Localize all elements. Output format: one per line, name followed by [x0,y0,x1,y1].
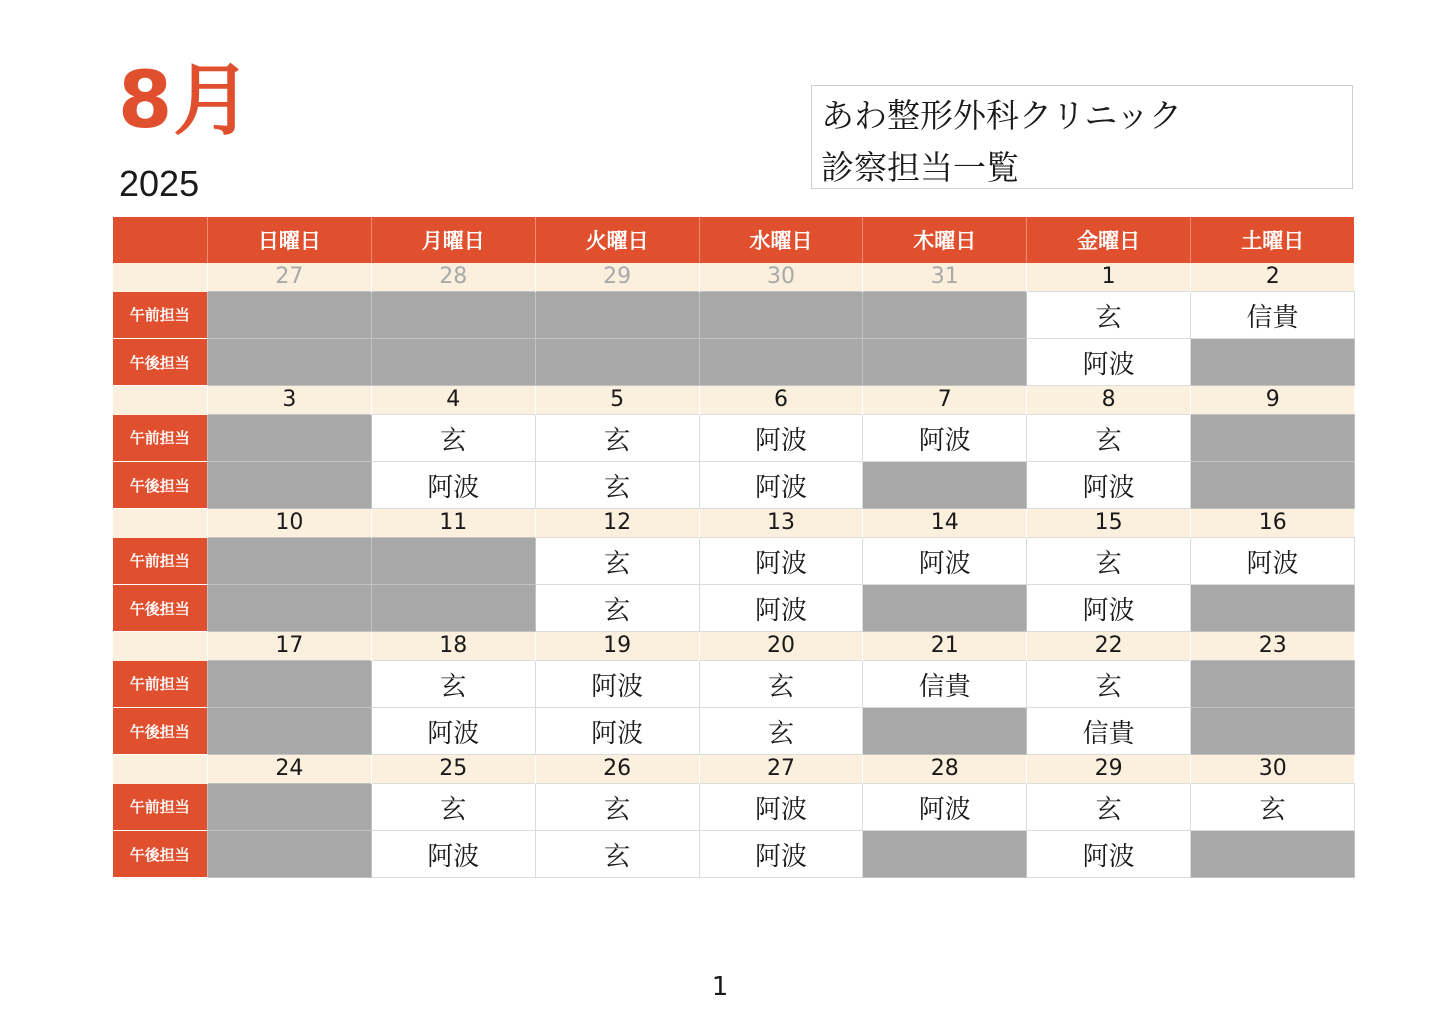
date-cell: 10 [208,509,372,538]
doctor-cell: 阿波 [699,415,863,462]
schedule-subtitle: 診察担当一覧 [821,148,1019,187]
closed-cell [371,339,535,386]
afternoon-row [113,339,1355,386]
closed-cell [863,462,1027,509]
doctor-cell: 阿波 [1027,831,1191,878]
weekday-header-row [113,217,1355,263]
closed-cell [863,708,1027,755]
date-cell: 20 [699,632,863,661]
morning-label: 午前担当 [113,538,208,585]
date-cell: 31 [863,263,1027,292]
weekday-tuesday: 火曜日 [535,217,699,263]
date-cell: 22 [1027,632,1191,661]
page-number: 1 [711,972,729,1002]
morning-label: 午前担当 [113,415,208,462]
date-row [113,755,1355,784]
closed-cell [208,831,372,878]
date-row [113,386,1355,415]
doctor-cell: 阿波 [863,784,1027,831]
date-cell: 5 [535,386,699,415]
closed-cell [699,292,863,339]
closed-cell [1191,831,1355,878]
afternoon-label: 午後担当 [113,462,208,509]
closed-cell [371,292,535,339]
closed-cell [208,462,372,509]
afternoon-label: 午後担当 [113,831,208,878]
date-row [113,509,1355,538]
morning-row [113,538,1355,585]
date-cell: 27 [699,755,863,784]
closed-cell [863,585,1027,632]
date-cell: 4 [371,386,535,415]
doctor-cell: 玄 [1191,784,1355,831]
date-cell: 18 [371,632,535,661]
doctor-cell: 阿波 [535,708,699,755]
afternoon-row [113,585,1355,632]
date-cell: 3 [208,386,372,415]
date-cell: 13 [699,509,863,538]
clinic-info-box [811,85,1353,189]
date-cell: 1 [1027,263,1191,292]
doctor-cell: 玄 [1027,661,1191,708]
date-cell: 8 [1027,386,1191,415]
date-cell: 15 [1027,509,1191,538]
doctor-cell: 阿波 [863,415,1027,462]
date-cell: 30 [1191,755,1355,784]
date-cell: 24 [208,755,372,784]
date-row-label [113,263,208,292]
closed-cell [208,661,372,708]
date-cell: 26 [535,755,699,784]
doctor-cell: 信貴 [1027,708,1191,755]
date-cell: 28 [863,755,1027,784]
weekday-friday: 金曜日 [1027,217,1191,263]
weekday-wednesday: 水曜日 [699,217,863,263]
closed-cell [208,708,372,755]
date-row [113,632,1355,661]
doctor-cell: 玄 [535,784,699,831]
doctor-cell: 阿波 [1027,585,1191,632]
closed-cell [1191,339,1355,386]
doctor-cell: 阿波 [1027,462,1191,509]
closed-cell [1191,462,1355,509]
doctor-cell: 玄 [371,784,535,831]
closed-cell [208,538,372,585]
header-corner [113,217,208,263]
doctor-cell: 玄 [1027,784,1191,831]
date-row-label [113,509,208,538]
morning-label: 午前担当 [113,784,208,831]
doctor-cell: 阿波 [699,784,863,831]
doctor-cell: 玄 [1027,538,1191,585]
date-cell: 23 [1191,632,1355,661]
closed-cell [208,292,372,339]
doctor-cell: 玄 [535,462,699,509]
doctor-cell: 玄 [371,661,535,708]
doctor-cell: 阿波 [699,462,863,509]
date-cell: 29 [1027,755,1191,784]
doctor-cell: 阿波 [371,708,535,755]
date-row [113,263,1355,292]
date-cell: 19 [535,632,699,661]
date-cell: 7 [863,386,1027,415]
date-cell: 14 [863,509,1027,538]
closed-cell [1191,708,1355,755]
closed-cell [208,585,372,632]
closed-cell [535,292,699,339]
weekday-thursday: 木曜日 [863,217,1027,263]
date-cell: 12 [535,509,699,538]
clinic-name: あわ整形外科クリニック [821,96,1183,135]
doctor-cell: 阿波 [1027,339,1191,386]
closed-cell [1191,585,1355,632]
afternoon-label: 午後担当 [113,585,208,632]
afternoon-row [113,708,1355,755]
morning-label: 午前担当 [113,661,208,708]
doctor-cell: 阿波 [863,538,1027,585]
afternoon-label: 午後担当 [113,339,208,386]
closed-cell [1191,415,1355,462]
date-cell: 16 [1191,509,1355,538]
closed-cell [863,831,1027,878]
doctor-cell: 玄 [1027,415,1191,462]
date-cell: 21 [863,632,1027,661]
date-row-label [113,632,208,661]
doctor-cell: 阿波 [1191,538,1355,585]
date-cell: 11 [371,509,535,538]
schedule-calendar [112,217,1355,878]
doctor-cell: 信貴 [1191,292,1355,339]
morning-row [113,292,1355,339]
doctor-cell: 玄 [699,661,863,708]
doctor-cell: 玄 [535,831,699,878]
weekday-saturday: 土曜日 [1191,217,1355,263]
date-cell: 27 [208,263,372,292]
date-cell: 29 [535,263,699,292]
closed-cell [208,339,372,386]
date-cell: 17 [208,632,372,661]
closed-cell [371,538,535,585]
closed-cell [863,339,1027,386]
doctor-cell: 玄 [699,708,863,755]
morning-row [113,415,1355,462]
date-cell: 9 [1191,386,1355,415]
doctor-cell: 阿波 [699,585,863,632]
month-title: 8月 [118,56,253,146]
doctor-cell: 玄 [1027,292,1191,339]
date-cell: 30 [699,263,863,292]
doctor-cell: 阿波 [535,661,699,708]
closed-cell [208,415,372,462]
closed-cell [371,585,535,632]
date-cell: 6 [699,386,863,415]
doctor-cell: 阿波 [371,831,535,878]
morning-row [113,784,1355,831]
doctor-cell: 玄 [535,415,699,462]
doctor-cell: 玄 [535,585,699,632]
doctor-cell: 玄 [535,538,699,585]
weekday-monday: 月曜日 [371,217,535,263]
afternoon-row [113,462,1355,509]
closed-cell [208,784,372,831]
date-row-label [113,755,208,784]
closed-cell [699,339,863,386]
closed-cell [1191,661,1355,708]
date-cell: 28 [371,263,535,292]
closed-cell [535,339,699,386]
doctor-cell: 阿波 [371,462,535,509]
doctor-cell: 玄 [371,415,535,462]
doctor-cell: 信貴 [863,661,1027,708]
date-cell: 25 [371,755,535,784]
doctor-cell: 阿波 [699,831,863,878]
afternoon-row [113,831,1355,878]
doctor-cell: 阿波 [699,538,863,585]
date-cell: 2 [1191,263,1355,292]
date-row-label [113,386,208,415]
morning-label: 午前担当 [113,292,208,339]
year-label: 2025 [119,163,200,204]
morning-row [113,661,1355,708]
weekday-sunday: 日曜日 [208,217,372,263]
closed-cell [863,292,1027,339]
afternoon-label: 午後担当 [113,708,208,755]
